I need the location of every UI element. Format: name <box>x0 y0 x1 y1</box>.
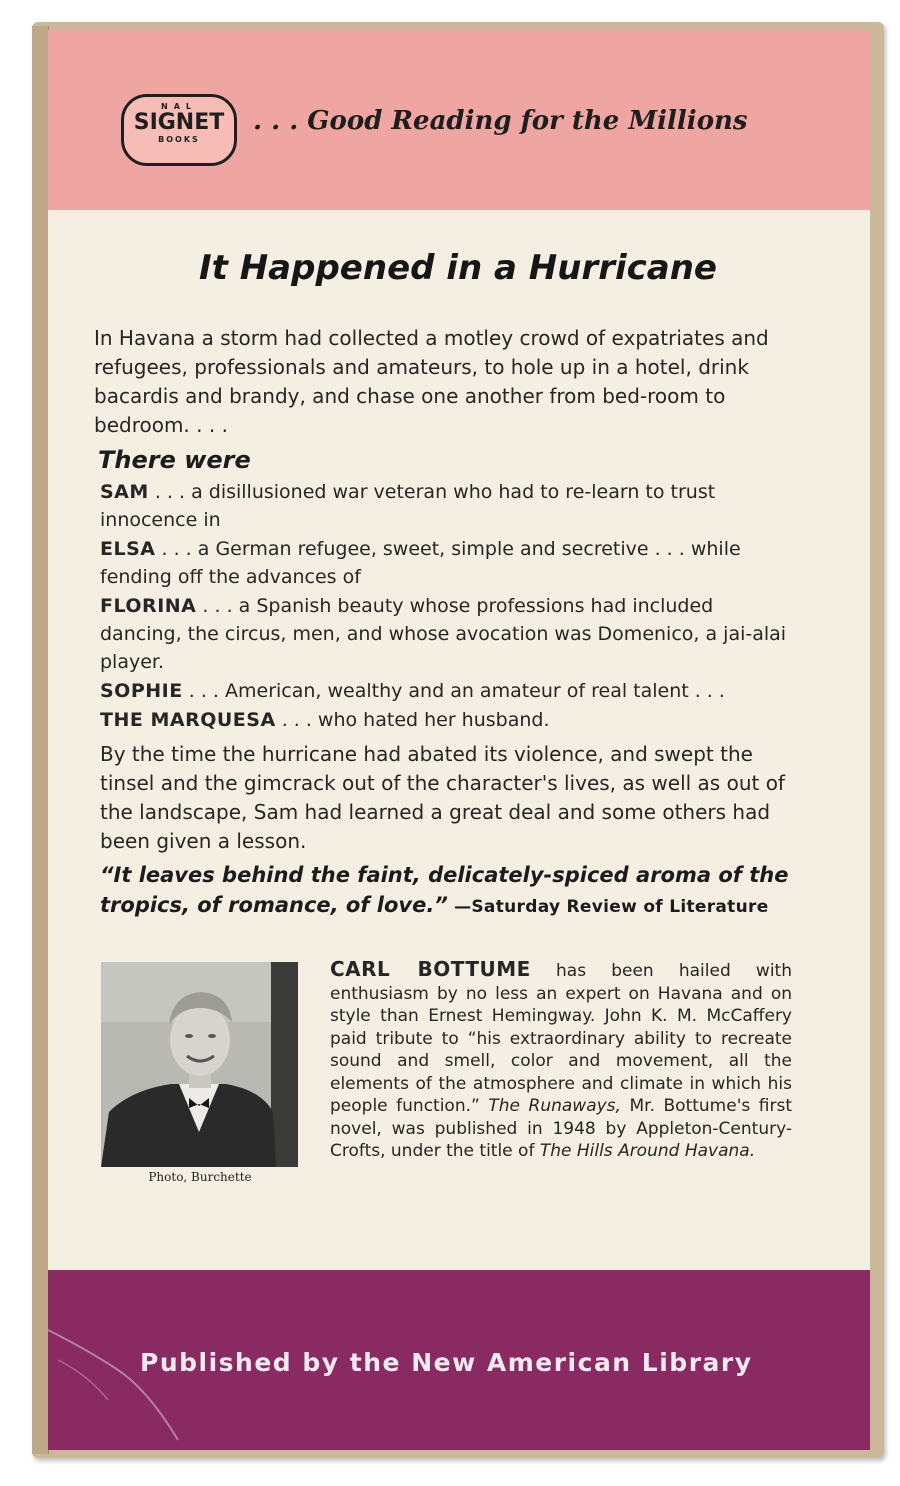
character-list <box>100 478 800 735</box>
author-bio-text-continued: Mr. Bottume's first novel, was published in 1948 by Appleton-Century-Crofts, under the title of <box>330 1096 792 1161</box>
character-description: . . . a disillusioned war veteran who had to re-learn to trust innocence in <box>100 481 716 531</box>
author-portrait-image <box>101 962 298 1167</box>
author-photo <box>101 962 298 1167</box>
photo-caption: Photo, Burchette <box>148 1170 252 1184</box>
review-quote-text: “It leaves behind the faint, delicately-spiced aroma of the tropics, of romance, of love.” <box>100 863 789 917</box>
character-name: THE MARQUESA <box>100 709 276 731</box>
character-entry <box>100 478 800 534</box>
conclusion-paragraph: By the time the hurricane had abated its violence, and swept the tinsel and the gimcrack out of the character's lives, as well as out of the landscape, Sam had learned a great deal and some others had been given a lesson. <box>100 742 785 853</box>
book-title-runaways: The Runaways, <box>488 1096 621 1116</box>
tagline: . . . Good Reading for the Millions <box>253 106 748 136</box>
review-quote <box>100 860 820 922</box>
book-title: It Happened in a Hurricane <box>198 248 717 288</box>
publisher-line: Published by the New American Library <box>140 1348 753 1377</box>
character-description: . . . a Spanish beauty whose professions had included dancing, the circus, men, and whose avocation was Domenico, a jai-alai player. <box>100 595 787 673</box>
character-entry <box>100 706 800 734</box>
character-description: . . . who hated her husband. <box>275 709 550 731</box>
signet-logo <box>121 94 237 166</box>
review-source: —Saturday Review of Literature <box>447 897 769 917</box>
character-entry <box>100 592 800 676</box>
book-spine-edge <box>32 26 49 1454</box>
character-description: . . . a German refugee, sweet, simple and secretive . . . while fending off the advances of <box>100 538 741 588</box>
intro-paragraph: In Havana a storm had collected a motley crowd of expatriates and refugees, professionals and amateurs, to hole up in a hotel, drink bacardis and brandy, and chase one another from bed-room to bedroom. . . . <box>94 326 769 437</box>
character-entry <box>100 535 800 591</box>
cover-panel <box>48 30 870 1450</box>
logo-top-text: NAL <box>161 102 197 111</box>
logo-bottom-text: BOOKS <box>158 135 200 144</box>
author-bio-text: has been hailed with enthusiasm by no less an expert on Havana and on style than Ernest Hemingway. John K. M. McCaffery paid tribute to “his extraordinary ability to recreate sound and smell, color and movement, all the elements of the atmosphere and climate in which his people function.” <box>330 961 792 1116</box>
character-entry <box>100 677 800 705</box>
character-name: SAM <box>100 481 149 503</box>
logo-main-text: SIGNET <box>133 110 225 135</box>
author-name: CARL BOTTUME <box>330 957 531 981</box>
character-name: SOPHIE <box>100 680 183 702</box>
character-description: . . . American, wealthy and an amateur of real talent . . . <box>182 680 725 702</box>
author-bio <box>330 958 792 1163</box>
book-title-hills-around-havana: The Hills Around Havana. <box>539 1141 756 1161</box>
characters-heading: There were <box>98 446 251 474</box>
character-name: ELSA <box>100 538 156 560</box>
character-name: FLORINA <box>100 595 197 617</box>
